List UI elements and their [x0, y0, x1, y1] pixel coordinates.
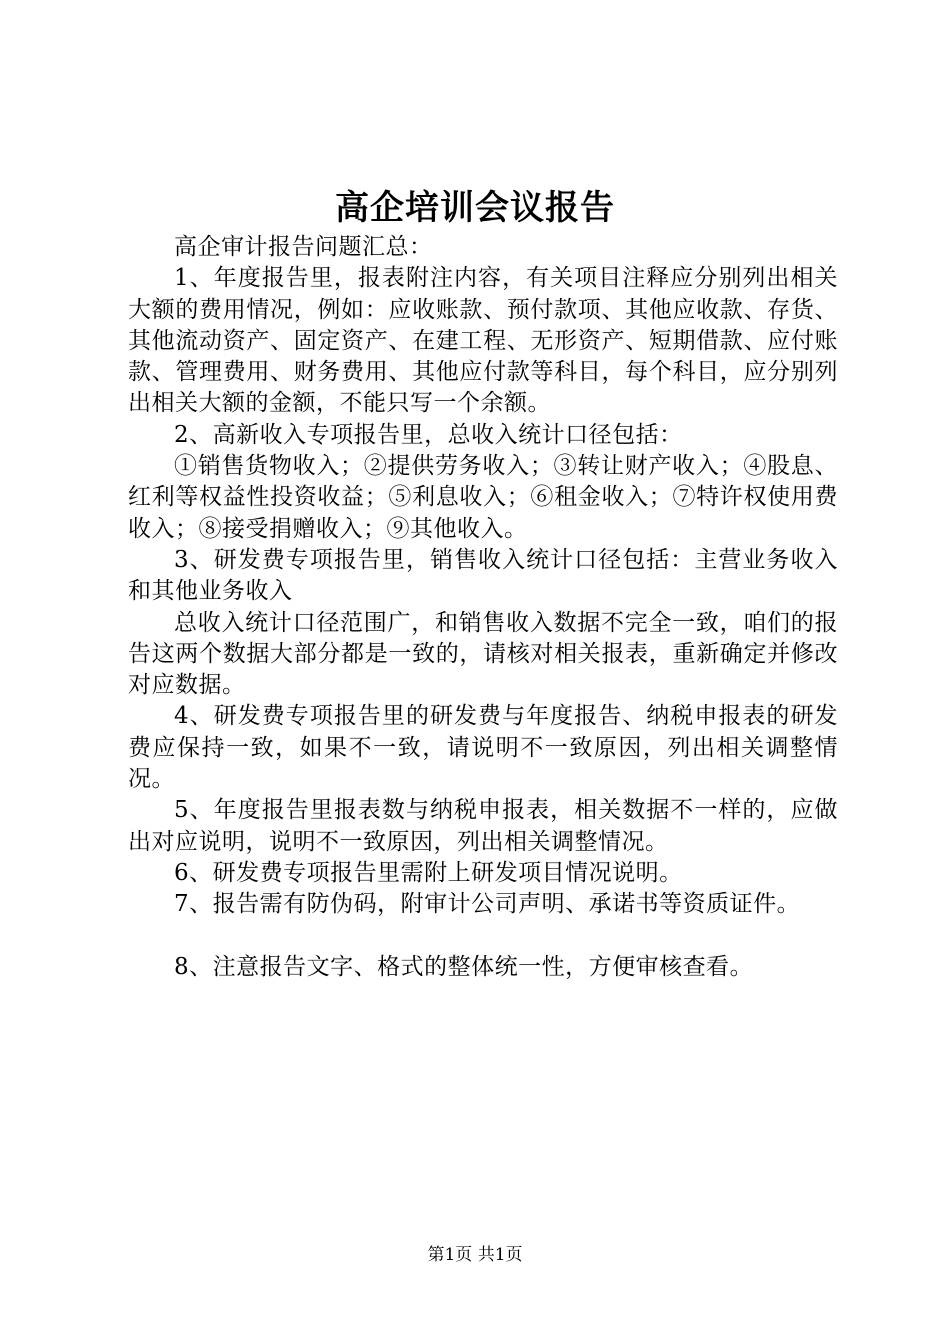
paragraph-item-7: 7、报告需有防伪码，附审计公司声明、承诺书等资质证件。 — [174, 891, 801, 918]
paragraph-item-2-list: ①销售货物收入；②提供劳务收入；③转让财产收入；④股息、红利等权益性投资收益；⑤利息收入；⑥租金收入；⑦特许权使用费收入；⑧接受捐赠收入；⑨其他收入。 — [128, 453, 838, 542]
page-footer: 第1页 共1页 — [427, 1245, 523, 1265]
paragraph-intro: 高企审计报告问题汇总： — [174, 234, 433, 260]
paragraph-item-8: 8、注意报告文字、格式的整体统一性，方便审核查看。 — [174, 953, 754, 980]
document-title: 高企培训会议报告 — [335, 188, 615, 228]
paragraph-item-4: 4、研发费专项报告里的研发费与年度报告、纳税申报表的研发费应保持一致，如果不一致，请说明不一致原因，列出相关调整情况。 — [128, 703, 838, 793]
document-body — [128, 232, 838, 983]
paragraph-item-3: 3、研发费专项报告里，销售收入统计口径包括：主营业务收入和其他业务收入 — [128, 546, 838, 605]
paragraph-item-6: 6、研发费专项报告里需附上研发项目情况说明。 — [174, 859, 683, 886]
paragraph-item-3-note: 总收入统计口径范围广，和销售收入数据不完全一致，咱们的报告这两个数据大部分都是一致的，请核对相关报表，重新确定并修改对应数据。 — [128, 609, 838, 699]
paragraph-item-1: 1、年度报告里，报表附注内容，有关项目注释应分别列出相关大额的费用情况，例如：应收账款、预付款项、其他应收款、存货、其他流动资产、固定资产、在建工程、无形资产、短期借款、应付账款、管理费用、财务费用、其他应付款等科目，每个科目，应分别列出相关大额的金额，不能只写一个余额。 — [128, 265, 838, 417]
paragraph-item-2: 2、高新收入专项报告里，总收入统计口径包括： — [174, 421, 683, 448]
paragraph-item-5: 5、年度报告里报表数与纳税申报表，相关数据不一样的，应做出对应说明，说明不一致原因，列出相关调整情况。 — [128, 797, 838, 855]
